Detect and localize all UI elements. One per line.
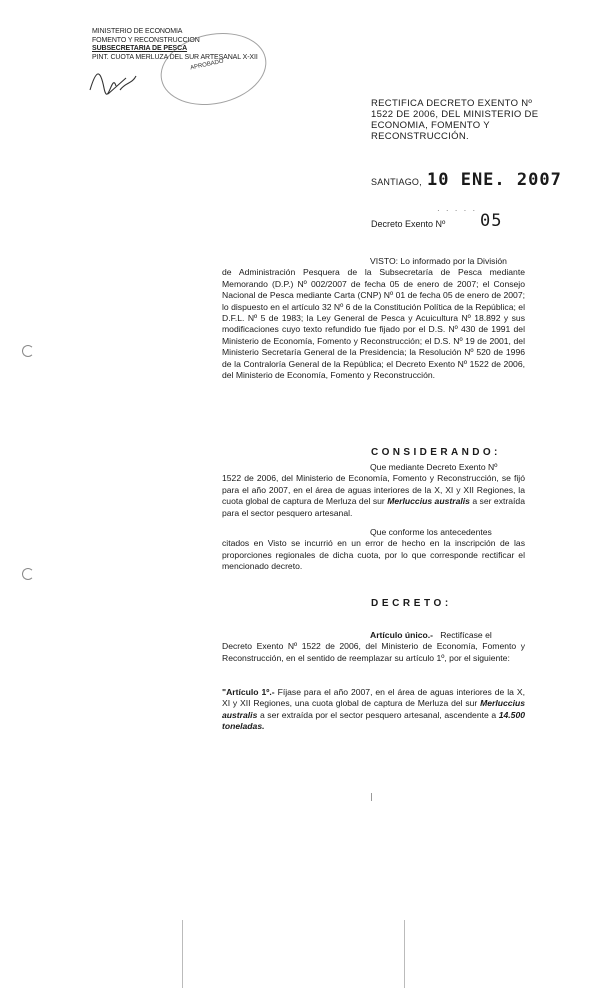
- considerando-1-text-b: a ser extraída para el sector pesquero artesanal.: [222, 496, 525, 518]
- articulo-text: Decreto Exento Nº 1522 de 2006, del Ministerio de Economía, Fomento y Reconstrucción, en el sentido de reemplazar su artículo 1º, por el siguiente:: [222, 641, 525, 663]
- header-line: SUBSECRETARIA DE PESCA: [92, 45, 188, 52]
- considerando-1-lead: Que mediante Decreto Exento Nº: [370, 462, 498, 472]
- considerando-1-text-a: 1522 de 2006, del Ministerio de Economía, Fomento y Reconstrucción, se fijó para el año 2007, en el área de aguas interiores de la X, XI y XII Regiones, la cuota global de captura de Merluza del sur: [222, 473, 525, 507]
- seal-text: APROBADO: [189, 58, 225, 72]
- quote-text-a: Fíjase para el año 2007, en el área de aguas interiores de la X, XI y XII Regiones, una cuota global de captura de Merluza del sur: [222, 687, 525, 709]
- quote-text-b: a ser extraída por el sector pesquero artesanal, ascendente a: [259, 709, 497, 720]
- visto-lead: VISTO: Lo informado por la División: [370, 256, 507, 266]
- species-name: Merluccius australis: [387, 496, 470, 507]
- articulo-lead: [370, 630, 525, 641]
- scan-edge-line: [404, 920, 405, 988]
- considerando-paragraph-2: [222, 527, 525, 573]
- quote-species: Merluccius australis: [222, 698, 526, 720]
- considerando-2-text: citados en Visto se incurrió en un error de hecho en la inscripción de las proporciones regionales de dicha cuota, por lo que corresponde rectificar el mencionado decreto.: [222, 538, 525, 572]
- signature-dots: · · · · ·: [437, 206, 478, 215]
- articulo-1-quote: [222, 687, 525, 733]
- articulo-lead-text: Rectifícase el: [440, 630, 492, 640]
- place-label: SANTIAGO,: [371, 177, 422, 187]
- quote-label: "Artículo 1º.-: [222, 687, 275, 697]
- visto-text: de Administración Pesquera de la Subsecretaría de Pesca mediante Memorando (D.P.) Nº 002/2007 de fecha 05 de enero de 2007; el Consejo Nacional de Pesca mediante Carta (CNP) Nº 01 de fecha 05 de enero de 2007; lo dispuesto en el artículo 32 Nº 6 de la Constitución Política de la República; el D.F.L. Nº 5 de 1983; la Ley General de Pesca y Acuicultura Nº 18.892 y sus modificaciones cuyo texto refundido fue fijado por el D.S. Nº 430 de 1991 del Ministerio de Economía, Fomento y Reconstrucción; el D.S. Nº 19 de 2001, del Ministerio Secretaría General de la Presidencia; la Resolución Nº 520 de 1996 de la Contraloría General de la República; el Decreto Exento Nº 1522 de 2006, del Ministerio de Economía, Fomento y Reconstrucción.: [222, 267, 525, 381]
- articulo-label: Artículo único.-: [370, 630, 434, 640]
- header-line: PINT. CUOTA MERLUZA DEL SUR ARTESANAL X-XII: [92, 53, 258, 61]
- punch-hole-mark: [22, 345, 34, 357]
- considerando-2-lead: Que conforme los antecedentes: [370, 527, 492, 537]
- decree-label: Decreto Exento Nº: [371, 219, 446, 229]
- document-title: RECTIFICA DECRETO EXENTO Nº 1522 DE 2006, DEL MINISTERIO DE ECONOMIA, FOMENTO Y RECONSTRUCCIÓN.: [371, 98, 539, 142]
- punch-hole-mark: [22, 568, 34, 580]
- decree-number: 05: [480, 211, 503, 231]
- scan-edge-line: [182, 920, 183, 988]
- visto-paragraph: [222, 256, 525, 381]
- scan-mark: [371, 793, 372, 801]
- initials-signature: [86, 60, 146, 100]
- header-line: MINISTERIO DE ECONOMIA: [92, 28, 183, 35]
- quote-amount: 14.500 toneladas.: [222, 709, 526, 732]
- document-date: 10 ENE. 2007: [427, 170, 562, 190]
- considerando-paragraph-1: [222, 462, 525, 519]
- decreto-heading: DECRETO:: [371, 598, 452, 609]
- articulo-unico-paragraph: [222, 630, 525, 664]
- considerando-1-text: [222, 473, 525, 519]
- considerando-heading: CONSIDERANDO:: [371, 447, 501, 458]
- header-line: FOMENTO Y RECONSTRUCCION: [92, 36, 200, 44]
